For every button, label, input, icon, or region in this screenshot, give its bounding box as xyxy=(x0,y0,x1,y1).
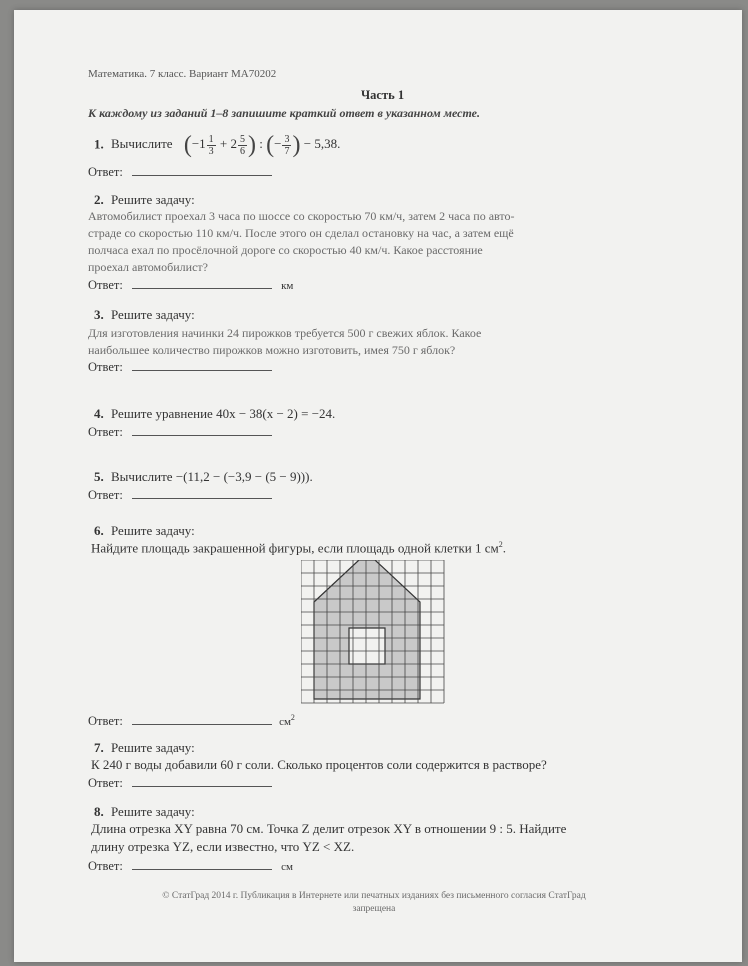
q2-answer-field[interactable] xyxy=(132,278,272,289)
q1-term: − 5,38. xyxy=(303,136,341,152)
q6-prompt: Решите задачу: xyxy=(111,523,195,538)
q4-answer-field[interactable] xyxy=(132,425,272,436)
q3-line: Для изготовления начинки 24 пирожков требуется 500 г свежих яблок. Какое xyxy=(88,326,482,340)
q8-number: 8. xyxy=(94,804,104,819)
q1-op: : xyxy=(259,136,263,152)
answer-label: Ответ: xyxy=(88,425,123,439)
q4-number: 4. xyxy=(94,406,104,421)
q1-frac-3: $\frac{3}{7}$ xyxy=(284,134,290,157)
q8-header xyxy=(94,804,195,820)
q3-line: наибольшее количество пирожков можно изготовить, имея 750 г яблок? xyxy=(88,343,456,357)
q8-prompt: Решите задачу: xyxy=(111,804,195,819)
exam-page xyxy=(14,10,742,962)
q2-prompt: Решите задачу: xyxy=(111,192,195,207)
q3-answer-field[interactable] xyxy=(132,360,272,371)
q6-line-end: . xyxy=(502,540,506,556)
q5-number: 5. xyxy=(94,469,104,484)
q4-answer xyxy=(88,425,272,440)
answer-label: Ответ: xyxy=(88,714,123,729)
q1-expression: (−1 $\frac{1}{3}$ + 2 $\frac{5}{6}$ ) : (− $\frac{3}{7}$ ) − 5,38. xyxy=(183,132,341,159)
q1-frac-1: $\frac{1}{3}$ xyxy=(208,134,214,157)
q8-answer xyxy=(88,859,293,874)
q8-line-2: длину отрезка YZ, если известно, что YZ < XZ. xyxy=(91,839,355,854)
q2-line: проехал автомобилист? xyxy=(88,260,208,274)
answer-label: Ответ: xyxy=(88,776,123,790)
q2-header xyxy=(94,192,195,208)
shaded-figure-grid xyxy=(301,560,446,705)
q1 xyxy=(94,134,340,157)
footer-copyright: © СтатГрад 2014 г. Публикация в Интернете или печатных изданиях без письменного согласия СтатГрад xyxy=(162,891,586,901)
q1-answer xyxy=(88,165,272,180)
answer-label: Ответ: xyxy=(88,859,123,873)
q3-number: 3. xyxy=(94,307,104,322)
q6-exponent: 2 xyxy=(498,540,503,549)
answer-label: Ответ: xyxy=(88,360,123,374)
q5-answer xyxy=(88,488,272,503)
q1-op: − xyxy=(274,136,282,152)
q2-answer xyxy=(88,278,293,293)
q6-answer xyxy=(88,713,295,729)
q2-number: 2. xyxy=(94,192,104,207)
q1-term: + 2 xyxy=(219,136,238,152)
q1-answer-field[interactable] xyxy=(132,165,272,176)
q6-unit-exponent: 2 xyxy=(290,713,295,722)
q1-number: 1. xyxy=(94,136,104,152)
q2-line: Автомобилист проехал 3 часа по шоссе со скоростью 70 км/ч, затем 2 часа по авто- xyxy=(88,209,515,223)
q7-prompt: Решите задачу: xyxy=(111,740,195,755)
q2-unit: км xyxy=(281,280,294,292)
answer-label: Ответ: xyxy=(88,278,123,292)
q5 xyxy=(94,469,313,485)
footer xyxy=(74,890,674,916)
q3-header xyxy=(94,307,195,323)
answer-label: Ответ: xyxy=(88,488,123,502)
q7-number: 7. xyxy=(94,740,104,755)
q5-prompt: Вычислите −(11,2 − (−3,9 − (5 − 9))). xyxy=(111,469,313,484)
q8-line-1: Длина отрезка XY равна 70 см. Точка Z делит отрезок XY в отношении 9 : 5. Найдите xyxy=(91,821,567,836)
q2-line: полчаса ехал по просёлочной дороге со скоростью 40 км/ч. Какое расстояние xyxy=(88,243,483,257)
q5-answer-field[interactable] xyxy=(132,488,272,499)
q1-prompt: Вычислите xyxy=(111,136,173,152)
q6-line: Найдите площадь закрашенной фигуры, если площадь одной клетки 1 см xyxy=(91,540,499,556)
q7-answer xyxy=(88,776,272,791)
q2-line: страде со скоростью 110 км/ч. После этого он сделал остановку на час, а затем ещё xyxy=(88,226,514,240)
q4 xyxy=(94,406,335,422)
instruction: К каждому из заданий 1–8 запишите краткий ответ в указанном месте. xyxy=(88,106,480,120)
q1-term: −1 xyxy=(191,136,206,152)
q3-answer xyxy=(88,360,272,375)
q4-prompt: Решите уравнение 40x − 38(x − 2) = −24. xyxy=(111,406,336,421)
q7-text: К 240 г воды добавили 60 г соли. Сколько процентов соли содержится в растворе? xyxy=(91,757,547,772)
q6-unit: см xyxy=(279,716,291,729)
q6-number: 6. xyxy=(94,523,104,538)
q6-answer-field[interactable] xyxy=(132,714,272,725)
q6-header xyxy=(94,523,195,539)
q8-answer-field[interactable] xyxy=(132,859,272,870)
q7-answer-field[interactable] xyxy=(132,776,272,787)
q2-text xyxy=(88,208,668,276)
shaded-figure xyxy=(314,560,420,699)
answer-label: Ответ: xyxy=(88,165,123,179)
q1-frac-2: $\frac{5}{6}$ xyxy=(240,134,246,157)
q3-text xyxy=(88,325,668,359)
part-title: Часть 1 xyxy=(361,88,405,102)
subject-line: Математика. 7 класс. Вариант МА70202 xyxy=(88,68,277,80)
q8-unit: см xyxy=(281,861,293,873)
footer-copyright-end: запрещена xyxy=(352,904,396,914)
q6-text xyxy=(91,540,506,556)
q7-header xyxy=(94,740,195,756)
q3-prompt: Решите задачу: xyxy=(111,307,195,322)
